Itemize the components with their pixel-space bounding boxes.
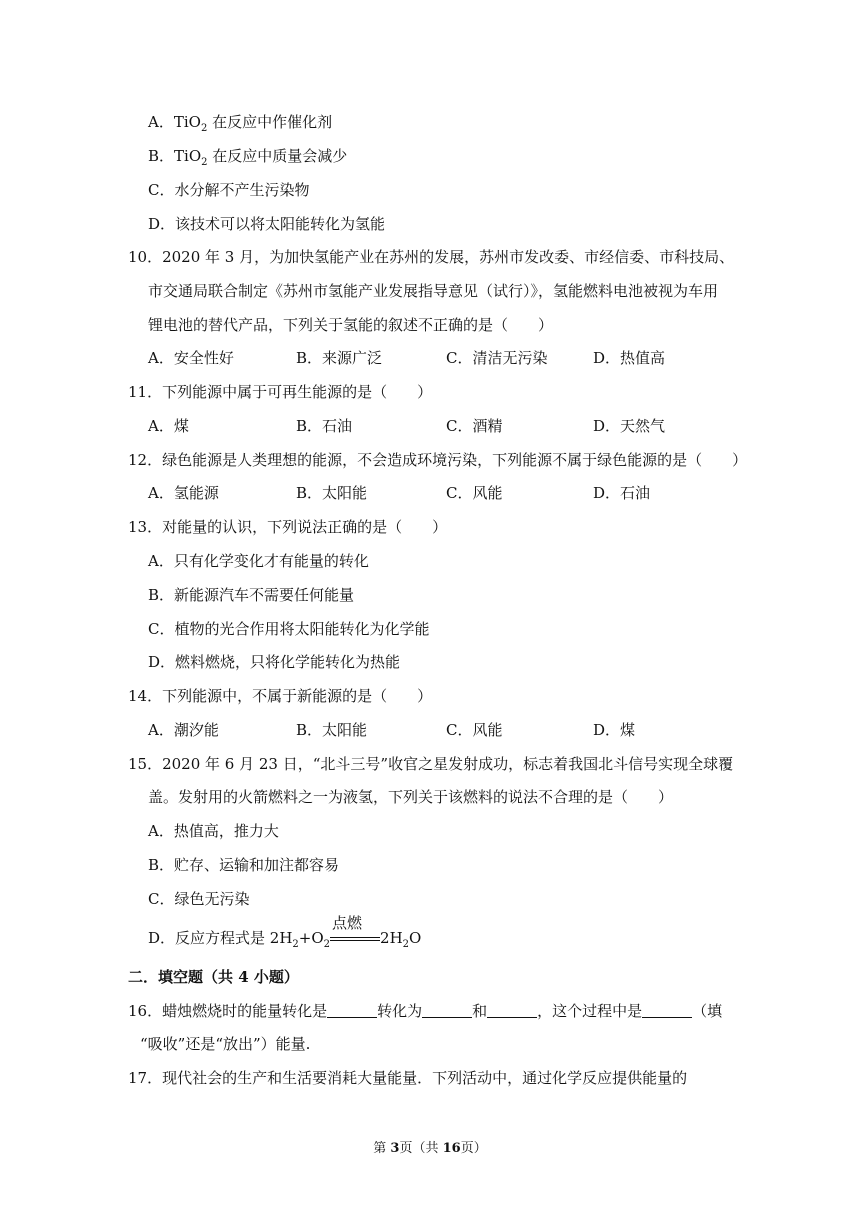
q9-option-a: A．TiO$_2$ 在反应中作催化剂	[148, 113, 333, 134]
q14-option-b: B．太阳能	[296, 721, 368, 739]
q14-option-c: C．风能	[446, 721, 503, 739]
q15-option-d: D．反应方程式是 $2H_2+O_2$ 点燃 $2H_2O$	[148, 914, 422, 950]
q14-stem: 14．下列能源中，不属于新能源的是（ ）	[128, 687, 433, 705]
page-number: 3	[390, 1141, 400, 1156]
reaction-condition: 点燃	[332, 914, 363, 932]
q12-option-d: D．石油	[593, 484, 651, 502]
q13-option-d: D．燃料燃烧，只将化学能转化为热能	[148, 653, 401, 671]
q10-line2: 市交通局联合制定《苏州市氢能产业发展指导意见（试行）》，氢能燃料电池被视为车用	[148, 282, 719, 300]
q9-option-b: B．TiO$_2$ 在反应中质量会减少	[148, 147, 348, 168]
q15-option-a: A．热值高，推力大	[148, 822, 279, 840]
q15-option-b: B．贮存、运输和加注都容易	[148, 856, 340, 874]
q14-option-d: D．煤	[593, 721, 636, 739]
q10-option-a: A．安全性好	[148, 349, 234, 367]
q13-option-c: C．植物的光合作用将太阳能转化为化学能	[148, 620, 430, 638]
q16-line1: 16．蜡烛燃烧时的能量转化是 转化为 和 ，这个过程中是 （填	[128, 1002, 723, 1020]
q10-line1: 10．2020 年 3 月，为加快氢能产业在苏州的发展，苏州市发改委、市经信委、市科技局、	[128, 248, 735, 266]
reaction-arrow	[330, 914, 380, 947]
q9-option-d: D．该技术可以将太阳能转化为氢能	[148, 215, 386, 233]
q17-line1: 17．现代社会的生产和生活要消耗大量能量．下列活动中，通过化学反应提供能量的	[128, 1069, 688, 1087]
q10-option-d: D．热值高	[593, 349, 666, 367]
fill-blank[interactable]	[327, 1001, 377, 1018]
q15-line2: 盖。发射用的火箭燃料之一为液氢，下列关于该燃料的说法不合理的是（ ）	[148, 788, 674, 806]
q15-option-c: C．绿色无污染	[148, 890, 250, 908]
q10-option-b: B．来源广泛	[296, 349, 383, 367]
q10-line3: 锂电池的替代产品，下列关于氢能的叙述不正确的是（ ）	[148, 316, 554, 334]
q10-option-c: C．清洁无污染	[446, 349, 548, 367]
q15-line1: 15．2020 年 6 月 23 日，“北斗三号”收官之星发射成功，标志着我国北斗信号实现全球覆	[128, 755, 734, 773]
q14-option-a: A．潮汐能	[148, 721, 219, 739]
q16-line2: “吸收”还是“放出”）能量.	[140, 1035, 311, 1053]
q11-stem: 11．下列能源中属于可再生能源的是（ ）	[128, 383, 433, 401]
q13-stem: 13．对能量的认识，下列说法正确的是（ ）	[128, 518, 448, 536]
q13-option-b: B．新能源汽车不需要任何能量	[148, 586, 355, 604]
q12-option-a: A．氢能源	[148, 484, 219, 502]
q12-option-b: B．太阳能	[296, 484, 368, 502]
q11-option-a: A．煤	[148, 417, 189, 435]
fill-blank[interactable]	[422, 1001, 472, 1018]
q11-option-c: C．酒精	[446, 417, 503, 435]
fill-blank[interactable]	[487, 1001, 537, 1018]
fill-blank[interactable]	[642, 1001, 692, 1018]
q13-option-a: A．只有化学变化才有能量的转化	[148, 552, 369, 570]
q11-option-b: B．石油	[296, 417, 353, 435]
section-title: 二．填空题（共 4 小题）	[128, 968, 299, 986]
page-total: 16	[442, 1141, 461, 1156]
q12-option-c: C．风能	[446, 484, 503, 502]
q11-option-d: D．天然气	[593, 417, 666, 435]
q12-stem: 12．绿色能源是人类理想的能源，不会造成环境污染，下列能源不属于绿色能源的是（ ）	[128, 451, 748, 469]
q9-option-c: C．水分解不产生污染物	[148, 181, 310, 199]
page-footer: 第 3页（共 16页）	[373, 1141, 487, 1156]
